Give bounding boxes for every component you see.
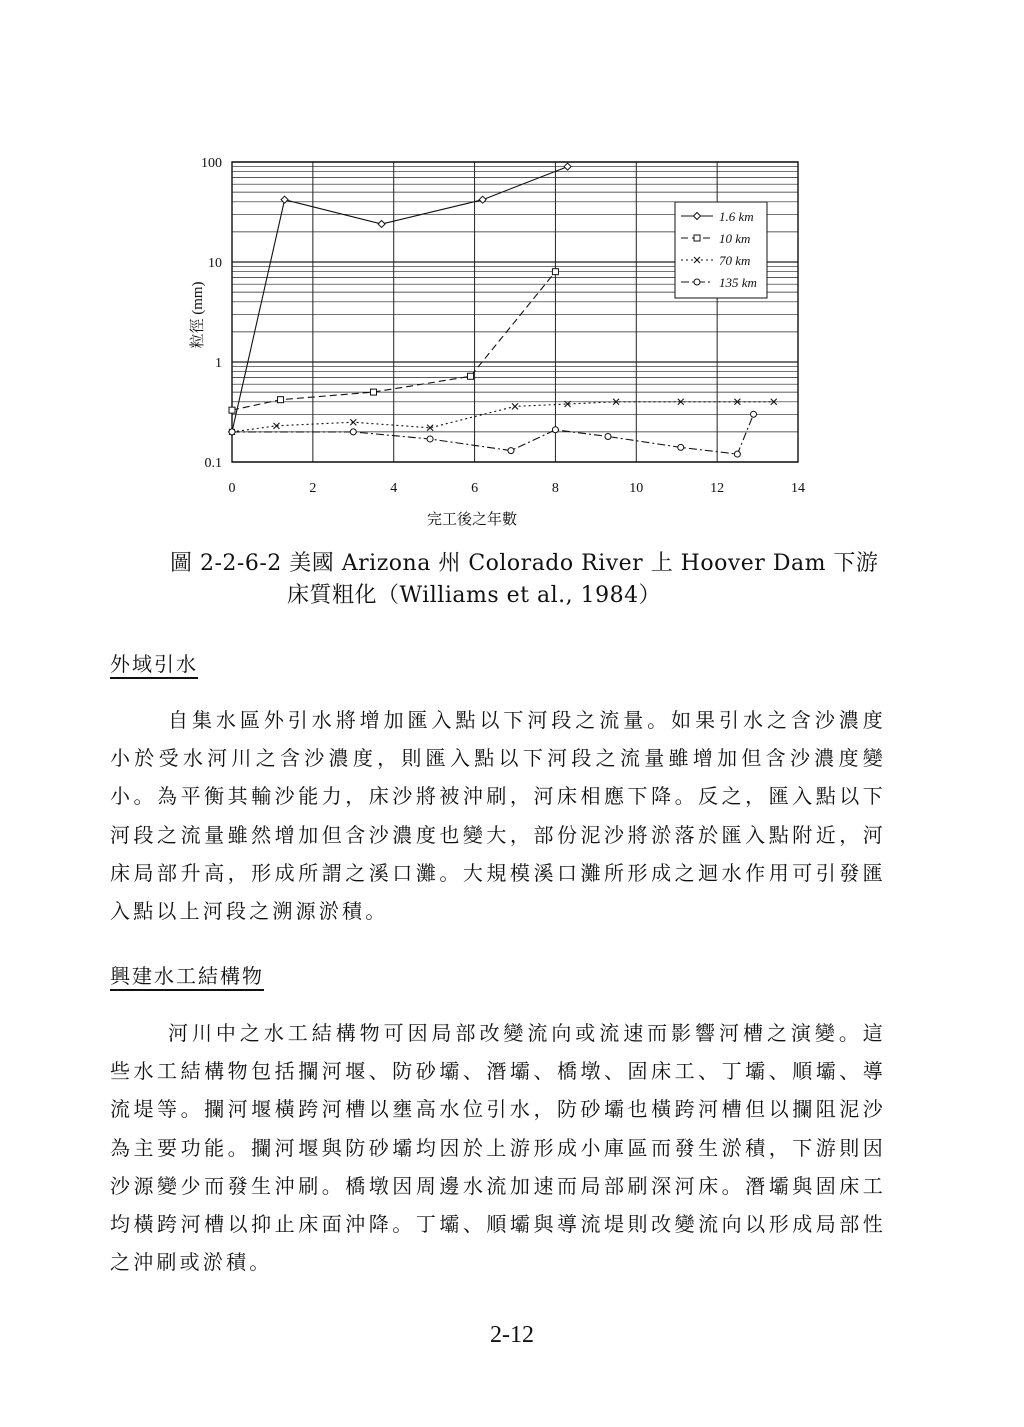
data-point [427, 436, 433, 442]
series-1-6km [229, 163, 572, 435]
legend-label: 70 km [719, 253, 751, 268]
section-heading-hydraulic-structures: 興建水工結構物 [110, 964, 264, 988]
data-point [605, 433, 611, 439]
data-point [751, 411, 757, 417]
x-tick-label: 8 [551, 481, 559, 496]
section-paragraph-external-diversion: 自集水區外引水將增加匯入點以下河段之流量。如果引水之含沙濃度小於受水河川之含沙濃度，則匯入點以下河段之流量雖增加但含沙濃度變小。為平衡其輸沙能力，床沙將被沖刷，河床相應下降。反之，匯入點以下河段之流量雖然增加但含沙濃度也變大，部份泥沙將淤落於匯入點附近，河床局部升高，形成所謂之溪口灘。大規模溪口灘所形成之迴水作用可引發匯入點以上河段之溯源淤積。 [110, 708, 886, 924]
y-tick-label: 0.1 [204, 456, 222, 471]
data-point [512, 403, 518, 409]
page-number: 2-12 [490, 1322, 534, 1348]
y-tick-label: 10 [208, 256, 222, 271]
figure-caption-line2: 床質粗化（Williams et al., 1984） [287, 583, 662, 608]
series-70km [229, 399, 777, 435]
data-point [508, 448, 514, 454]
x-tick-label: 12 [710, 481, 725, 496]
series-line [232, 414, 754, 454]
chart-legend [675, 202, 767, 298]
data-point [694, 279, 700, 285]
data-point [734, 451, 740, 457]
x-tick-label: 0 [228, 481, 236, 496]
data-point [694, 235, 700, 241]
data-point [564, 163, 571, 170]
x-tick-label: 4 [390, 481, 398, 496]
x-tick-label: 14 [791, 481, 805, 496]
x-tick-label: 10 [629, 481, 644, 496]
x-tick-label: 6 [471, 481, 479, 496]
data-point [371, 389, 377, 395]
y-tick-label: 100 [201, 156, 222, 171]
figure-caption-line1: 圖 2-2-6-2 美國 Arizona 州 Colorado River 上 Hoover Dam 下游 [170, 551, 879, 576]
data-point [552, 427, 558, 433]
series-135km [229, 411, 757, 457]
y-axis-label: 粒徑 (mm) [190, 281, 206, 349]
grain-size-chart [160, 150, 820, 540]
section-heading-external-diversion: 外域引水 [110, 652, 198, 676]
legend-label: 10 km [719, 231, 751, 246]
legend-label: 135 km [719, 275, 757, 290]
legend-label: 1.6 km [719, 209, 754, 224]
data-point [552, 269, 558, 275]
data-point [229, 429, 235, 435]
x-tick-label: 2 [309, 481, 317, 496]
y-tick-label: 1 [215, 356, 222, 371]
x-axis-label: 完工後之年數 [426, 512, 518, 528]
data-point [229, 407, 235, 413]
data-point [350, 429, 356, 435]
data-point [468, 373, 474, 379]
data-point [378, 220, 385, 227]
data-point [278, 397, 284, 403]
data-point [678, 444, 684, 450]
section-paragraph-hydraulic-structures: 河川中之水工結構物可因局部改變流向或流速而影響河槽之演變。這些水工結構物包括攔河堰、防砂壩、潛壩、橋墩、固床工、丁壩、順壩、導流堤等。攔河堰橫跨河槽以壅高水位引水，防砂壩也橫跨河槽但以攔阻泥沙為主要功能。攔河堰與防砂壩均因於上游形成小庫區而發生淤積，下游則因沙源變少而發生沖刷。橋墩因周邊水流加速而局部刷深河床。潛壩與固床工均橫跨河槽以抑止床面沖降。丁壩、順壩與導流堤則改變流向以形成局部性之沖刷或淤積。 [110, 1021, 886, 1275]
data-point [350, 419, 356, 425]
